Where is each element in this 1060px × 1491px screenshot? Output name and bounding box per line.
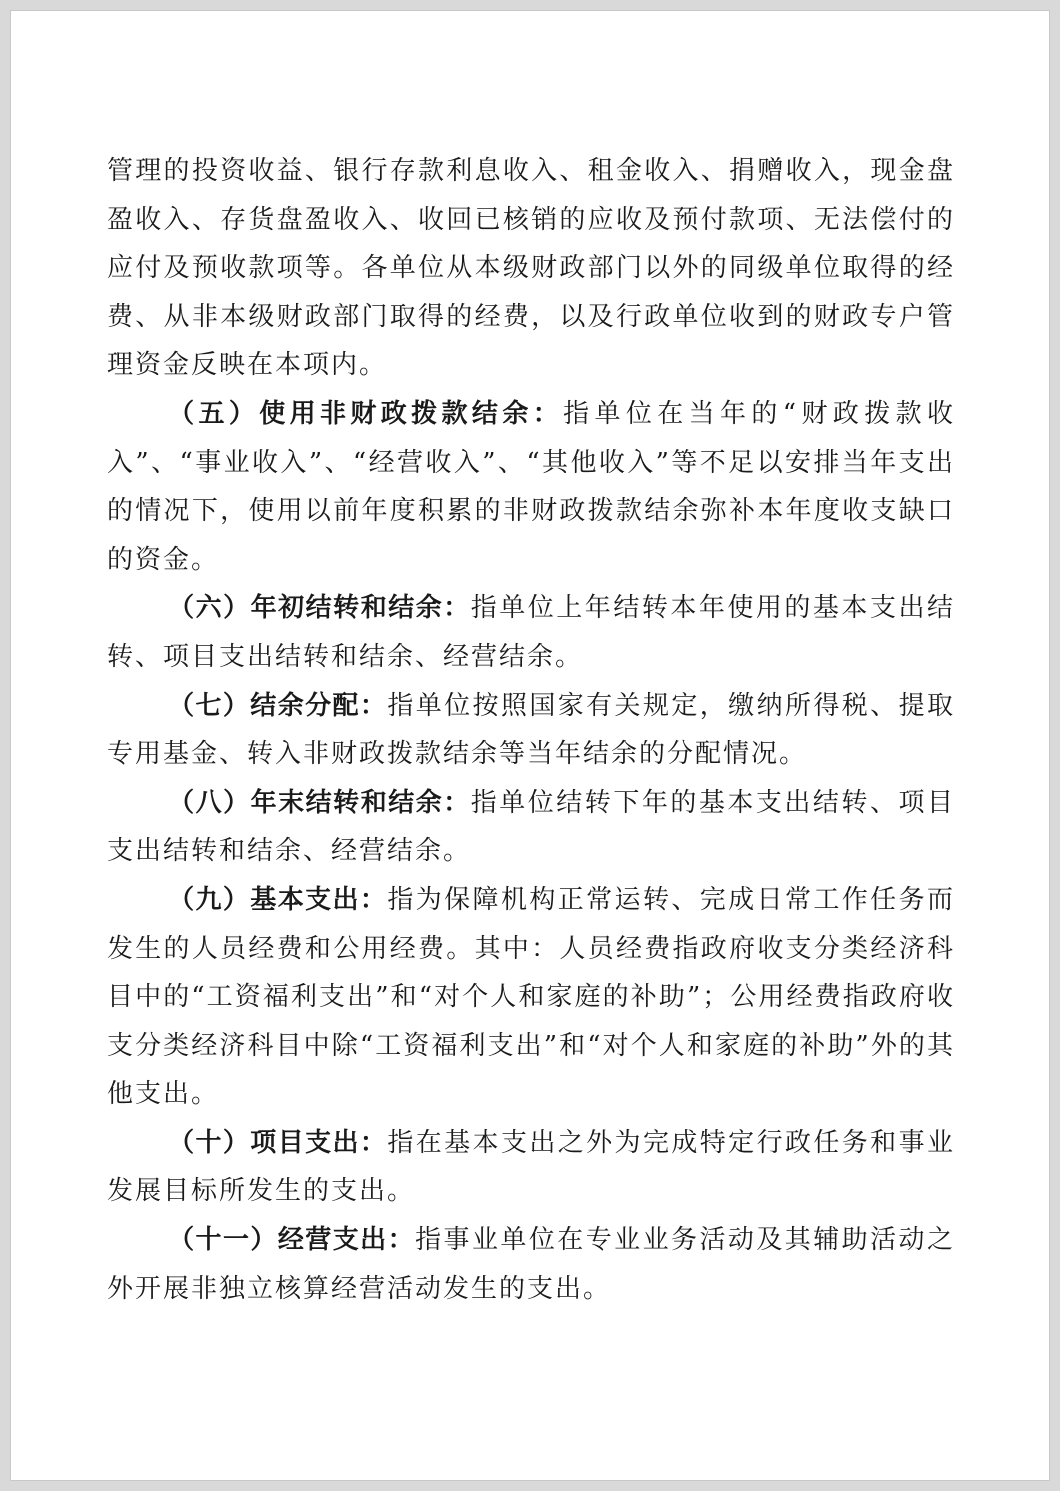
paragraph-heading: （九）基本支出： bbox=[168, 884, 388, 915]
paragraph-heading: （十）项目支出： bbox=[168, 1127, 388, 1158]
paragraph-text: 管理的投资收益、银行存款利息收入、租金收入、捐赠收入，现金盘盈收入、存货盘盈收入、收回已核销的应收及预付款项、无法偿付的应付及预收款项等。各单位从本级财政部门以外的同级单位取得的经费、从非本级财政部门取得的经费，以及行政单位收到的财政专户管理资金反映在本项内。 bbox=[107, 156, 955, 381]
paragraph-item-8 bbox=[107, 779, 955, 876]
paragraph-text: 指单位在当年的“财政拨款收入”、“事业收入”、“经营收入”、“其他收入”等不足以安排当年支出的情况下，使用以前年度积累的非财政拨款结余弥补本年度收支缺口的资金。 bbox=[107, 398, 955, 575]
paragraph-text: 指事业单位在专业业务活动及其辅助活动之外开展非独立核算经营活动发生的支出。 bbox=[107, 1225, 955, 1304]
paragraph-item-11 bbox=[107, 1216, 955, 1313]
paragraph-heading: （六）年初结转和结余： bbox=[168, 593, 471, 624]
paragraph-continuation bbox=[107, 147, 955, 390]
document-body bbox=[107, 147, 955, 1313]
paragraph-text: 指单位上年结转本年使用的基本支出结转、项目支出结转和结余、经营结余。 bbox=[107, 593, 955, 672]
paragraph-text: 指单位按照国家有关规定，缴纳所得税、提取专用基金、转入非财政拨款结余等当年结余的分配情况。 bbox=[107, 690, 955, 770]
paragraph-heading: （七）结余分配： bbox=[168, 690, 388, 721]
paragraph-heading: （五）使用非财政拨款结余： bbox=[168, 398, 564, 429]
paragraph-item-10 bbox=[107, 1119, 955, 1216]
paragraph-item-5 bbox=[107, 390, 955, 584]
paragraph-text: 指在基本支出之外为完成特定行政任务和事业发展目标所发生的支出。 bbox=[107, 1127, 955, 1207]
paragraph-heading: （十一）经营支出： bbox=[168, 1225, 416, 1256]
paragraph-item-6 bbox=[107, 584, 955, 681]
document-page bbox=[10, 10, 1050, 1481]
paragraph-item-7 bbox=[107, 682, 955, 779]
paragraph-text: 指单位结转下年的基本支出结转、项目支出结转和结余、经营结余。 bbox=[107, 787, 955, 867]
paragraph-heading: （八）年末结转和结余： bbox=[168, 787, 471, 818]
paragraph-text: 指为保障机构正常运转、完成日常工作任务而发生的人员经费和公用经费。其中：人员经费指政府收支分类经济科目中的“工资福利支出”和“对个人和家庭的补助”；公用经费指政府收支分类经济科目中除“工资福利支出”和“对个人和家庭的补助”外的其他支出。 bbox=[107, 884, 955, 1110]
paragraph-item-9 bbox=[107, 876, 955, 1119]
